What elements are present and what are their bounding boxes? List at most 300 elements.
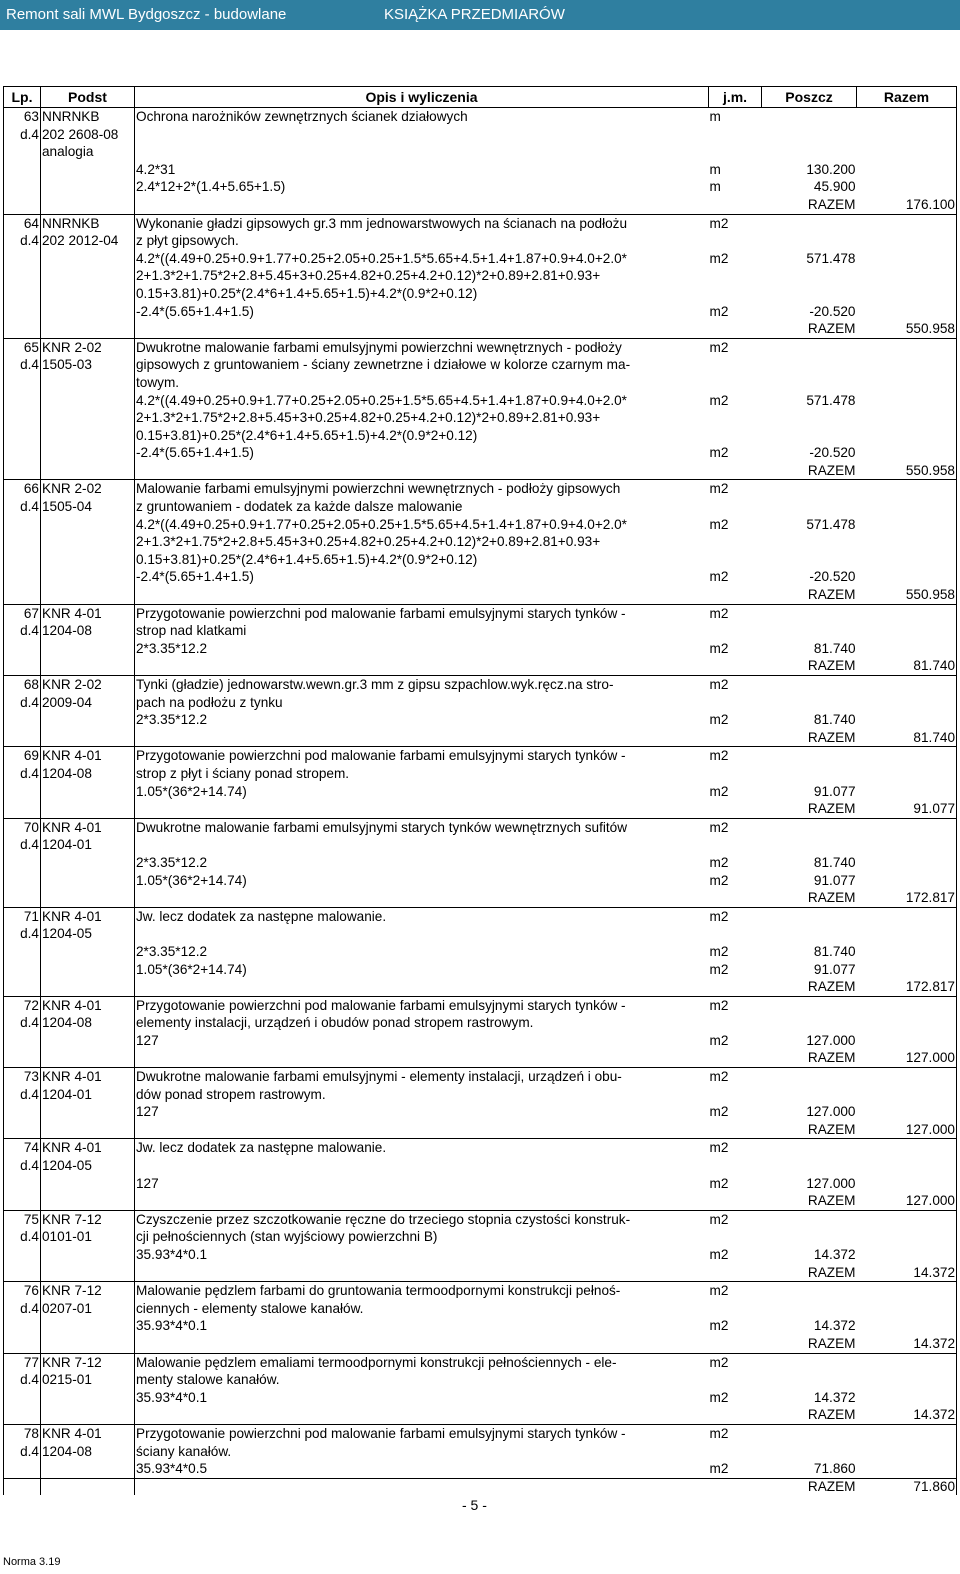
description-line: 2*3.35*12.2 (136, 943, 208, 959)
total-value (858, 108, 956, 126)
description-line: 4.2*31 (136, 161, 176, 177)
item-basis-line: 1204-08 (42, 1015, 92, 1031)
col-header-jm: j.m. (709, 87, 762, 108)
item-number (4, 676, 41, 747)
unit-line (710, 356, 761, 374)
item-number-line: 71 (23, 908, 39, 924)
unit-line (710, 462, 761, 480)
partial-value (763, 143, 856, 161)
partial-value: 71.860 (813, 1461, 856, 1477)
partial-value (763, 1211, 856, 1229)
partial-value (763, 427, 856, 445)
description-line: Przygotowanie powierzchni pod malowanie farbami emulsyjnymi starych tynków - (136, 605, 626, 621)
item-total (857, 480, 957, 604)
total-value: 550.958 (905, 321, 955, 337)
description-line: Malowanie pędzlem farbami do gruntowania termoodpornymi konstrukcji pełnoś- (136, 1283, 621, 1299)
partial-value (763, 498, 856, 516)
item-number-line: 70 (23, 819, 39, 835)
description-line: strop z płyt i ściany ponad stropem. (136, 765, 350, 781)
description-line: Przygotowanie powierzchni pod malowanie farbami emulsyjnymi starych tynków - (136, 997, 626, 1013)
item-unit (709, 108, 762, 215)
item-number-line: 67 (23, 605, 39, 621)
partial-value: 14.372 (813, 1318, 856, 1334)
total-value (858, 533, 956, 551)
total-value (858, 551, 956, 569)
item-number (4, 907, 41, 996)
item-number-line: d.4 (20, 126, 39, 142)
description-line: Dwukrotne malowanie farbami emulsyjnymi - elementy instalacji, urządzeń i obu- (136, 1069, 622, 1085)
description-line (136, 1049, 708, 1067)
item-number-line: 78 (23, 1425, 39, 1441)
item-description (135, 338, 709, 480)
description-line: pach na podłożu z tynku (136, 694, 283, 710)
item-number (4, 604, 41, 675)
total-value: 91.077 (913, 801, 955, 817)
item-number-line: 65 (23, 339, 39, 355)
item-number (4, 214, 41, 338)
item-basis-line: 1505-03 (42, 357, 92, 373)
item-basis (41, 480, 135, 604)
partial-value (763, 1139, 856, 1157)
item-number-line: d.4 (20, 623, 39, 639)
item-unit (709, 1424, 762, 1495)
table-row (4, 747, 957, 818)
page-number: - 5 - (462, 1497, 487, 1513)
description-line: -2.4*(5.65+1.4+1.5) (136, 445, 254, 461)
item-basis-line: KNR 7-12 (42, 1354, 102, 1370)
item-basis (41, 676, 135, 747)
table-row (4, 338, 957, 480)
partial-value: RAZEM (807, 1193, 856, 1209)
partial-value (763, 215, 856, 233)
unit-line: m2 (709, 1461, 729, 1477)
item-partial (762, 480, 857, 604)
table-row (4, 907, 957, 996)
description-line: 4.2*((4.49+0.25+0.9+1.77+0.25+2.05+0.25+1.5*5.65+4.5+1.4+1.87+0.9+4.0+2.0* (136, 516, 627, 532)
unit-line (710, 925, 761, 943)
item-partial (762, 907, 857, 996)
partial-value: -20.520 (809, 445, 856, 461)
description-line (136, 978, 708, 996)
partial-value: RAZEM (807, 196, 856, 212)
item-unit (709, 818, 762, 907)
item-number (4, 1353, 41, 1424)
item-unit (709, 1210, 762, 1281)
unit-line (710, 427, 761, 445)
item-total (857, 108, 957, 215)
description-line: Malowanie farbami emulsyjnymi powierzchni wewnętrznych - podłoży gipsowych (136, 481, 621, 497)
table-row (4, 604, 957, 675)
item-basis (41, 214, 135, 338)
table-row (4, 1424, 957, 1495)
item-number-line: 73 (23, 1069, 39, 1085)
total-value (858, 1443, 956, 1461)
item-basis-line: KNR 2-02 (42, 677, 102, 692)
partial-value: 130.200 (806, 161, 856, 177)
unit-line: m2 (709, 516, 729, 532)
partial-value (763, 480, 856, 498)
unit-line (710, 533, 761, 551)
partial-value (763, 551, 856, 569)
unit-line: m2 (709, 997, 729, 1013)
partial-value (763, 108, 856, 126)
total-value (858, 1371, 956, 1389)
partial-value: 91.077 (813, 872, 856, 888)
description-line: ściany kanałów. (136, 1443, 232, 1459)
unit-line: m2 (709, 605, 729, 621)
item-number (4, 1282, 41, 1353)
total-value (858, 232, 956, 250)
unit-line (710, 586, 761, 604)
description-line: cji pełnościennych (stan wyjściowy powierzchni B) (136, 1229, 438, 1245)
unit-line (710, 320, 761, 338)
partial-value: RAZEM (807, 1407, 856, 1423)
partial-value: RAZEM (807, 321, 856, 337)
total-value (858, 819, 956, 837)
total-value: 172.817 (905, 979, 955, 995)
total-value (858, 444, 956, 462)
item-description (135, 1282, 709, 1353)
total-value (858, 1086, 956, 1104)
item-partial (762, 676, 857, 747)
item-basis-line: NNRNKB (42, 215, 100, 231)
partial-value (763, 765, 856, 783)
description-line (136, 126, 708, 144)
item-number-line: 77 (23, 1354, 39, 1370)
description-line: 1.05*(36*2+14.74) (136, 783, 247, 799)
description-line: 2+1.3*2+1.75*2+2.8+5.45+3+0.25+4.82+0.25+4.2+0.12)*2+0.89+2.81+0.93+ (136, 268, 601, 284)
item-number-line: d.4 (20, 1158, 39, 1174)
partial-value: 571.478 (806, 392, 856, 408)
partial-value: RAZEM (807, 1264, 856, 1280)
item-number-line: d.4 (20, 1443, 39, 1459)
item-unit (709, 996, 762, 1067)
total-value (858, 694, 956, 712)
item-basis-line: 1204-01 (42, 837, 92, 853)
item-description (135, 1139, 709, 1210)
item-number (4, 108, 41, 215)
description-line (136, 586, 708, 604)
total-value (858, 605, 956, 623)
item-description (135, 480, 709, 604)
unit-line (710, 1192, 761, 1210)
table-row (4, 676, 957, 747)
unit-line (710, 498, 761, 516)
total-value (858, 622, 956, 640)
table-row (4, 818, 957, 907)
unit-line: m2 (709, 1175, 729, 1191)
partial-value (763, 409, 856, 427)
item-basis (41, 996, 135, 1067)
item-number-line: 69 (23, 748, 39, 764)
description-line (136, 729, 708, 747)
unit-line: m2 (709, 677, 729, 692)
partial-value: 14.372 (813, 1389, 856, 1405)
unit-line: m2 (709, 1032, 729, 1048)
item-number-line: d.4 (20, 765, 39, 781)
item-basis-line: KNR 7-12 (42, 1211, 102, 1227)
total-value (858, 1103, 956, 1121)
total-value (858, 427, 956, 445)
total-value (858, 747, 956, 765)
unit-line: m2 (709, 819, 729, 835)
unit-line: m2 (709, 250, 729, 266)
partial-value (763, 1354, 856, 1372)
item-number-line: 63 (23, 109, 39, 124)
total-value (858, 339, 956, 357)
partial-value: 81.740 (813, 854, 856, 870)
table-row (4, 996, 957, 1067)
total-value (858, 285, 956, 303)
item-number-line: 64 (23, 215, 39, 231)
total-value (858, 409, 956, 427)
total-value (858, 161, 956, 179)
item-partial (762, 1210, 857, 1281)
software-version: Norma 3.19 (3, 1556, 61, 1568)
unit-line (710, 800, 761, 818)
total-value (858, 1228, 956, 1246)
item-number-line: 68 (23, 677, 39, 692)
unit-line (710, 1121, 761, 1139)
unit-line: m2 (709, 872, 729, 888)
unit-line (710, 285, 761, 303)
item-number-line: d.4 (20, 926, 39, 942)
total-value (858, 1014, 956, 1032)
description-line (136, 1121, 708, 1139)
total-value (858, 267, 956, 285)
unit-line: m2 (709, 783, 729, 799)
item-basis (41, 907, 135, 996)
description-line: -2.4*(5.65+1.4+1.5) (136, 303, 254, 319)
item-unit (709, 1068, 762, 1139)
item-basis (41, 818, 135, 907)
unit-line (710, 729, 761, 747)
item-description (135, 108, 709, 215)
partial-value (763, 1068, 856, 1086)
table-header-row (4, 87, 957, 108)
item-total (857, 1210, 957, 1281)
item-description (135, 1353, 709, 1424)
partial-value: RAZEM (807, 801, 856, 817)
description-line: Wykonanie gładzi gipsowych gr.3 mm jednowarstwowych na ścianach na podłożu (136, 215, 628, 231)
item-description (135, 604, 709, 675)
unit-line (710, 374, 761, 392)
unit-line: m2 (709, 640, 729, 656)
total-value (858, 783, 956, 801)
partial-value (763, 819, 856, 837)
item-unit (709, 1282, 762, 1353)
total-value: 127.000 (905, 1121, 955, 1137)
total-value (858, 711, 956, 729)
partial-value: 91.077 (813, 783, 856, 799)
item-number (4, 818, 41, 907)
item-number-line: d.4 (20, 357, 39, 373)
partial-value (763, 676, 856, 694)
total-value (858, 303, 956, 321)
description-line: 2+1.3*2+1.75*2+2.8+5.45+3+0.25+4.82+0.25+4.2+0.12)*2+0.89+2.81+0.93+ (136, 410, 601, 426)
total-value (858, 961, 956, 979)
total-value (858, 215, 956, 233)
unit-line (710, 196, 761, 214)
unit-line (710, 622, 761, 640)
total-value (858, 568, 956, 586)
partial-value (763, 267, 856, 285)
item-total (857, 338, 957, 480)
partial-value: 45.900 (813, 179, 856, 195)
item-basis-line: 2009-04 (42, 694, 92, 710)
total-value: 550.958 (905, 462, 955, 478)
item-basis-line: 1204-08 (42, 765, 92, 781)
partial-value (763, 285, 856, 303)
partial-value (763, 908, 856, 926)
description-line (136, 657, 708, 675)
unit-line (710, 267, 761, 285)
unit-line (710, 232, 761, 250)
item-basis (41, 604, 135, 675)
description-line: Dwukrotne malowanie farbami emulsyjnymi starych tynków wewnętrznych sufitów (136, 819, 628, 835)
item-basis-line: NNRNKB (42, 109, 100, 124)
col-header-podst: Podst (41, 87, 135, 108)
partial-value (763, 1300, 856, 1318)
total-value (858, 908, 956, 926)
item-basis-line: 202 2608-08 (42, 126, 119, 142)
item-number-line: 74 (23, 1140, 39, 1156)
item-basis-line: 1204-08 (42, 1443, 92, 1459)
description-line: 4.2*((4.49+0.25+0.9+1.77+0.25+2.05+0.25+1.5*5.65+4.5+1.4+1.87+0.9+4.0+2.0* (136, 250, 627, 266)
item-number-line: 66 (23, 481, 39, 497)
partial-value: RAZEM (807, 890, 856, 906)
item-number-line: d.4 (20, 499, 39, 515)
unit-line (710, 1335, 761, 1353)
total-value (858, 1354, 956, 1372)
item-partial (762, 747, 857, 818)
item-basis-line: 1204-01 (42, 1086, 92, 1102)
item-description (135, 907, 709, 996)
item-basis-line: KNR 4-01 (42, 997, 102, 1013)
partial-value (763, 533, 856, 551)
table-row (4, 1139, 957, 1210)
estimate-table (3, 86, 957, 1495)
item-basis-line: KNR 7-12 (42, 1283, 102, 1299)
total-value (858, 1068, 956, 1086)
item-total (857, 1068, 957, 1139)
description-line: 0.15+3.81)+0.25*(2.4*6+1.4+5.65+1.5)+4.2*(0.9*2+0.12) (136, 551, 478, 567)
item-basis-line: KNR 2-02 (42, 339, 102, 355)
total-value (858, 836, 956, 854)
description-line: Ochrona narożników zewnętrznych ścianek działowych (136, 109, 468, 124)
unit-line: m2 (709, 854, 729, 870)
unit-line (710, 1086, 761, 1104)
item-description (135, 996, 709, 1067)
unit-line (710, 765, 761, 783)
unit-line: m2 (709, 392, 729, 408)
partial-value: 91.077 (813, 961, 856, 977)
partial-value (763, 997, 856, 1015)
description-line: 0.15+3.81)+0.25*(2.4*6+1.4+5.65+1.5)+4.2*(0.9*2+0.12) (136, 427, 478, 443)
description-line: 1.05*(36*2+14.74) (136, 872, 247, 888)
item-basis-line: 1505-04 (42, 499, 92, 515)
item-basis (41, 1139, 135, 1210)
unit-line (710, 889, 761, 907)
item-basis (41, 747, 135, 818)
item-basis-line: KNR 4-01 (42, 908, 102, 924)
unit-line: m2 (709, 1104, 729, 1120)
item-basis (41, 1282, 135, 1353)
item-unit (709, 338, 762, 480)
item-number-line: 75 (23, 1211, 39, 1227)
item-description (135, 747, 709, 818)
description-line (136, 462, 708, 480)
total-value (858, 1246, 956, 1264)
description-line: 127 (136, 1032, 159, 1048)
description-line: 35.93*4*0.1 (136, 1247, 208, 1262)
description-line (136, 1406, 708, 1424)
item-basis-line: KNR 4-01 (42, 1140, 102, 1156)
partial-value (763, 339, 856, 357)
total-value: 14.372 (913, 1407, 955, 1423)
item-number-line: d.4 (20, 233, 39, 249)
unit-line (710, 409, 761, 427)
unit-line (710, 657, 761, 675)
description-line: 2*3.35*12.2 (136, 640, 208, 656)
col-header-opis: Opis i wyliczenia (135, 87, 709, 108)
total-value: 127.000 (905, 1193, 955, 1209)
unit-line: m (709, 179, 721, 195)
partial-value (763, 1425, 856, 1443)
item-unit (709, 1353, 762, 1424)
total-value: 71.860 (913, 1478, 955, 1494)
item-basis-line: 202 2012-04 (42, 233, 119, 249)
item-basis (41, 1424, 135, 1495)
description-line (136, 800, 708, 818)
unit-line: m2 (709, 748, 729, 764)
total-value (858, 1175, 956, 1193)
description-line: strop nad klatkami (136, 623, 247, 639)
total-value (858, 854, 956, 872)
description-line: Przygotowanie powierzchni pod malowanie farbami emulsyjnymi starych tynków - (136, 1425, 626, 1441)
total-value (858, 516, 956, 534)
item-basis-line: KNR 2-02 (42, 481, 102, 497)
partial-value: 571.478 (806, 250, 856, 266)
item-description (135, 818, 709, 907)
item-basis-line: KNR 4-01 (42, 819, 102, 835)
partial-value: 81.740 (813, 712, 856, 728)
item-unit (709, 604, 762, 675)
partial-value: RAZEM (807, 1121, 856, 1137)
unit-line: m2 (709, 303, 729, 319)
unit-line (710, 1264, 761, 1282)
document-header (0, 0, 960, 30)
unit-line (710, 1371, 761, 1389)
unit-line: m2 (709, 445, 729, 461)
total-value (858, 1389, 956, 1407)
partial-value (763, 605, 856, 623)
total-value: 127.000 (905, 1050, 955, 1066)
description-line: 127 (136, 1104, 159, 1120)
item-number (4, 1210, 41, 1281)
unit-line: m2 (709, 1425, 729, 1441)
unit-line: m (709, 161, 721, 177)
total-value (858, 1157, 956, 1175)
total-value: 14.372 (913, 1335, 955, 1351)
unit-line (710, 1157, 761, 1175)
unit-line: m2 (709, 215, 729, 231)
partial-value (763, 374, 856, 392)
item-total (857, 996, 957, 1067)
description-line: 35.93*4*0.1 (136, 1318, 208, 1334)
unit-line (710, 1014, 761, 1032)
partial-value (763, 1371, 856, 1389)
